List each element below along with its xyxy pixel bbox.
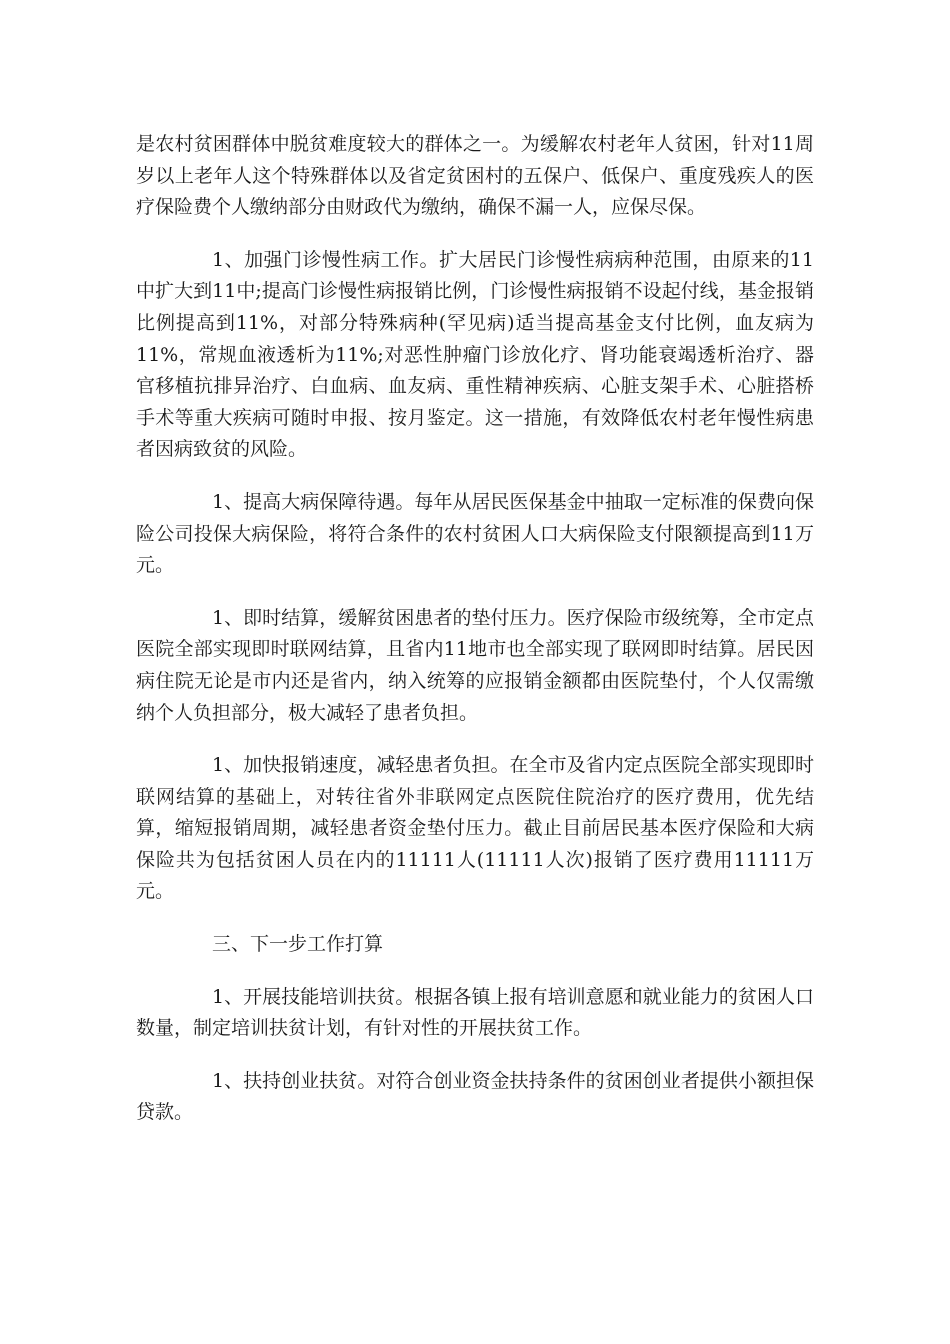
body-paragraph-serious-illness: 1、提高大病保障待遇。每年从居民医保基金中抽取一定标准的保费向保险公司投保大病保险，将符合条件的农村贫困人口大病保险支付限额提高到11万元。 — [136, 490, 814, 577]
body-paragraph-entrepreneurship: 1、扶持创业扶贫。对符合创业资金扶持条件的贫困创业者提供小额担保贷款。 — [136, 1069, 814, 1124]
body-paragraph-skills-training: 1、开展技能培训扶贫。根据各镇上报有培训意愿和就业能力的贫困人口数量，制定培训扶贫计划，有针对性的开展扶贫工作。 — [136, 985, 814, 1040]
body-paragraph-reimbursement-speed: 1、加快报销速度，减轻患者负担。在全市及省内定点医院全部实现即时联网结算的基础上，对转往省外非联网定点医院住院治疗的医疗费用，优先结算，缩短报销周期，减轻患者资金垫付压力。截止目前居民基本医疗保险和大病保险共为包括贫困人员在内的11111人(11111人次)报销了医疗费用11111万元。 — [136, 754, 814, 903]
body-paragraph-instant-settlement: 1、即时结算，缓解贫困患者的垫付压力。医疗保险市级统筹，全市定点医院全部实现即时联网结算，且省内11地市也全部实现了联网即时结算。居民因病住院无论是市内还是省内，纳入统筹的应报销金额都由医院垫付，个人仅需缴纳个人负担部分，极大减轻了患者负担。 — [136, 606, 814, 724]
body-paragraph-continuation: 是农村贫困群体中脱贫难度较大的群体之一。为缓解农村老年人贫困，针对11周岁以上老年人这个特殊群体以及省定贫困村的五保户、低保户、重度残疾人的医疗保险费个人缴纳部分由财政代为缴纳，确保不漏一人，应保尽保。 — [136, 133, 814, 219]
document-page — [136, 129, 814, 1150]
body-paragraph-outpatient-chronic: 1、加强门诊慢性病工作。扩大居民门诊慢性病病种范围，由原来的11中扩大到11中;提高门诊慢性病报销比例，门诊慢性病报销不设起付线，基金报销比例提高到11%，对部分特殊病种(罕见病)适当提高基金支付比例，血友病为11%，常规血液透析为11%;对恶性肿瘤门诊放化疗、肾功能衰竭透析治疗、器官移植抗排异治疗、白血病、血友病、重性精神疾病、心脏支架手术、心脏搭桥手术等重大疾病可随时申报、按月鉴定。这一措施，有效降低农村老年慢性病患者因病致贫的风险。 — [136, 248, 814, 461]
section-heading-next-steps: 三、下一步工作打算 — [212, 933, 384, 956]
